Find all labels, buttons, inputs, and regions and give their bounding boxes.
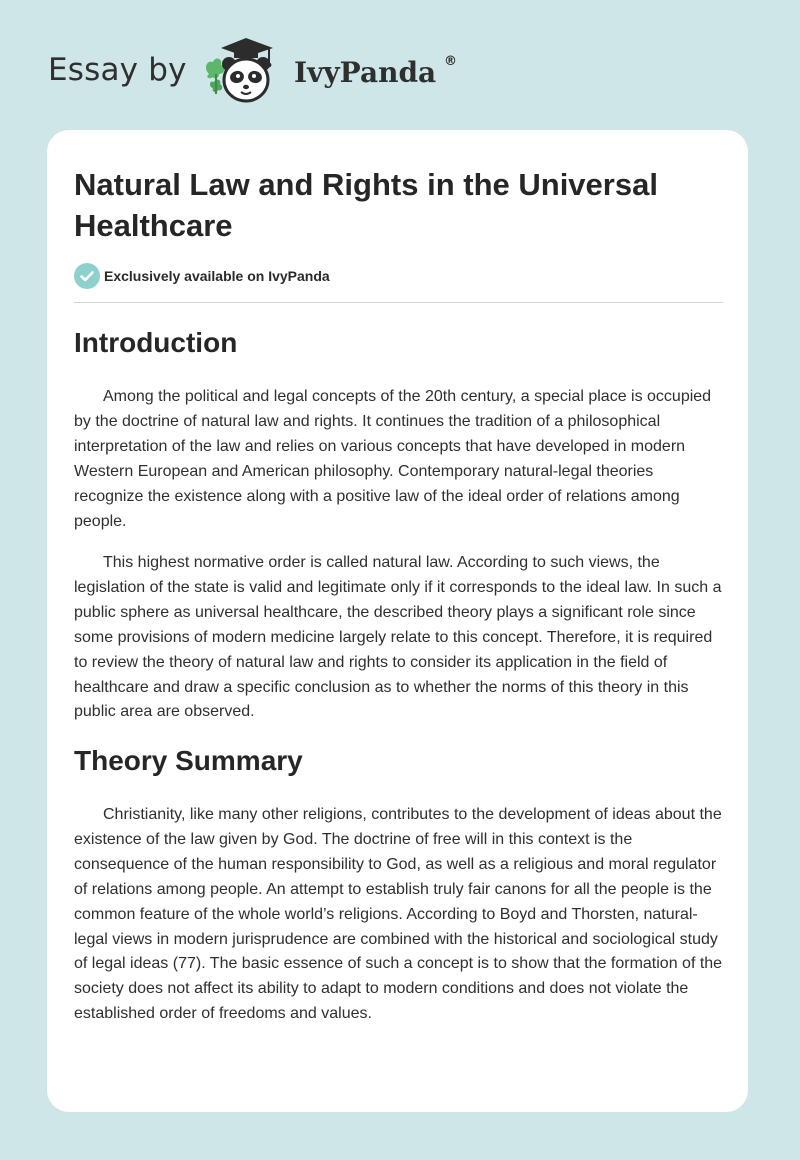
section-heading-introduction: Introduction (74, 327, 238, 358)
paragraph: Among the political and legal concepts of the 20th century, a special place is occupied by the doctrine of natural law and rights. It continues the tradition of a philosophical interpretation of the law and relies on various concepts that have developed in modern Western European and American philosophy. Contemporary natural-legal theories recognize the existence along with a positive law of the ideal order of relations among people. (74, 388, 712, 530)
registered-mark: ® (444, 54, 457, 69)
paragraph: This highest normative order is called natural law. According to such views, the legislation of the state is valid and legitimate only if it corresponds to the ideal law. In such a public sphere as universal healthcare, the described theory plays a significant role since some provisions of modern medicine largely relate to this concept. Therefore, it is required to review the theory of natural law and rights to consider its application in the field of healthcare and draw a specific conclusion as to whether the norms of this theory in this public area are observed. (74, 554, 722, 721)
section-heading-theory-summary: Theory Summary (74, 745, 303, 776)
check-circle-icon (74, 263, 100, 289)
essay-by-label: Essay by (48, 52, 187, 88)
essay-title: Natural Law and Rights in the Universal Healthcare (74, 167, 658, 243)
paragraph: Christianity, like many other religions, contributes to the development of ideas about the existence of the law given by God. The doctrine of free will in this context is the consequence of the human responsibility to God, as well as a religious and moral regulator of relations among people. An attempt to establish truly fair canons for all the people is the common feature of the whole world’s religions. According to Boyd and Thorsten, natural-legal views in modern jurisprudence are combined with the historical and sociological study of legal ideas (77). The basic essence of such a concept is to show that the formation of the society does not affect its ability to adapt to modern conditions and does not violate the established order of freedoms and values. (74, 806, 723, 1023)
panda-logo-icon[interactable] (201, 30, 291, 110)
site-header (48, 30, 508, 110)
essay-card (47, 130, 748, 1112)
ivy-leaf-icon (206, 58, 225, 94)
exclusive-badge (74, 263, 474, 289)
exclusive-label: Exclusively available on IvyPanda (104, 268, 330, 284)
title-divider (74, 302, 723, 303)
brand-name[interactable]: IvyPanda (294, 56, 437, 89)
